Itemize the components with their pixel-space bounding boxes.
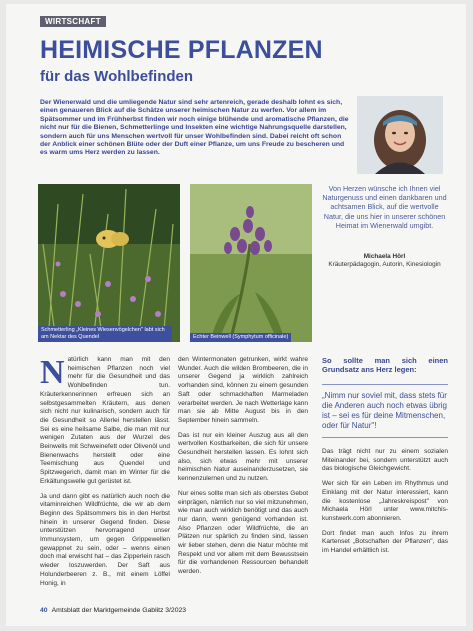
article-subtitle: für das Wohlbefinden — [40, 68, 194, 85]
footer-publication: Amtsblatt der Marktgemeinde Gablitz 3/2023 — [51, 607, 187, 614]
col2-paragraph-3: Nur eines sollte man sich als oberstes Gebot einprägen, nämlich nur so viel mitzunehmen, wie man auch wirklich benötigt und das auch nur dann, wenn genügend vorhanden ist. Also Pflanzen oder Wildfrüchte, die an Plätzen nur spärlich zu finden sind, lassen wir lieber stehen, denn die Natur möchte mit Respekt und vor allem mit dem Bewusstsein für die vorhandenen Ressourcen behandelt werden. — [178, 489, 308, 576]
author-quote: Von Herzen wünsche ich Ihnen viel Naturgenuss und einen dankbaren und achtsamen Blick, auf die wertvolle Natur, die uns hier in unserer schönen Heimat im Wienerwald umgibt. — [322, 184, 447, 230]
lead-paragraph: Der Wienerwald und die umliegende Natur sind sehr artenreich, gerade deshalb lohnt es sich, einen genaueren Blick auf die Schätze unserer heimischen Natur zu werfen. Vor allem im Spätsommer und im Frühherbst finden wir noch einige blühende und aromatische Pflanzen, die nicht nur für die Bienen, Schmetterlinge und Insekten eine wichtige Nahrungsquelle darstellen, sondern auch für uns Menschen wertvoll für unser Wohlbefinden sind. Dabei reicht oft schon der Anblick einer schönen Blüte oder der Duft einer Pflanze, um uns Freude zu bescheren und es warm ums Herz werden zu lassen. — [40, 99, 349, 157]
butterfly-photo — [38, 184, 180, 342]
pull-quote: „Nimm nur soviel mit, dass stets für die Anderen auch noch etwas übrig ist – sei es für deine Mitmenschen, oder für Natur"! — [322, 384, 448, 438]
col3-paragraph-2: Wer sich für ein Leben im Rhythmus und Einklang mit der Natur interessiert, kann die kostenlose „Jahreskreispost" von Michaela Hörl unter www.mitchis-kunstwerk.com abonnieren. — [322, 480, 448, 522]
column-2 — [178, 356, 308, 583]
col1-paragraph-2: Ja und dann gibt es natürlich auch noch die vitaminreichen Wildfrüchte, die wir ab dem Beginn des Spätsommers bis in den Herbst hinein in unserer Gegend finden. Diese unterstützen hervorragend unser Immunsystem, um gegen Grippewellen gewappnet zu sein, oder – wenns einen doch mal erwischt hat – das Zipperlein rasch wieder loszuwerden. Der Saft aus Holunderbeeren z. B., mit einem Löffel Honig, in — [40, 492, 170, 587]
photo-caption-butterfly: Schmetterling „Kleines Wiesenvögelchen" labt sich am Nektar des Quendel — [38, 326, 172, 342]
column-1 — [40, 356, 170, 594]
comfrey-photo — [190, 184, 312, 342]
author-credit — [322, 253, 447, 269]
drop-cap: N — [40, 354, 65, 391]
page-footer — [40, 607, 186, 614]
col3-paragraph-3: Dort findet man auch Infos zu ihrem Kartenset „Botschaften der Pflanzen", das im Handel erhältlich ist. — [322, 529, 448, 555]
page-number: 40 — [40, 607, 48, 614]
col3-paragraph-1: Das trägt nicht nur zu einem sozialen Miteinander bei, sondern unterstützt auch das biologische Gleichgewicht. — [322, 448, 448, 473]
col2-paragraph-1: den Wintermonaten getrunken, wirkt wahre Wunder. Auch die wilden Brombeeren, die in unserer Gegend ja wirklich zahlreich vorhanden sind, können zu einem gesunden Saft oder schmackhaften Marmeladen verarbeitet werden. Je nach Wetterlage kann man sie ab Mitte August bis in den September hinein sammeln. — [178, 356, 308, 424]
magazine-page — [6, 4, 466, 626]
col2-paragraph-2: Das ist nur ein kleiner Auszug aus all den wertvollen Kostbarkeiten, die sich für unsere Gesundheit herstellen lassen. Es lohnt sich also, sich etwas mehr mit unserer heimischen Natur auseinanderzusetzen, sie kennenzulernen und zu nutzen. — [178, 431, 308, 483]
col1-paragraph-1: atürlich kann man mit den heimischen Pflanzen noch viel mehr für die Gesundheit und das Wohlbefinden tun. Kräuterkennerinnen erfreuen sich an selbstgesammelten Kräutern, aus denen sich nicht nur kulinarisch, sondern auch für die Gesundheit so Allerlei herstellen lässt. Sei es eine heilsame Salbe, die man mit nur wenigen Zutaten aus der Wurzel des Beinwells mit Schweinefett oder Olivenöl und Bienenwachs herstellt oder eine Teemischung aus Quendel und Spitzwegerich, damit man im Winter für die Erkältungswelle gut gerüstet ist. — [40, 356, 170, 485]
section-tag: WIRTSCHAFT — [40, 16, 106, 27]
article-title: HEIMISCHE PFLANZEN — [40, 36, 323, 64]
column-3 — [322, 356, 448, 562]
col3-heading: So sollte man sich einen Grundsatz ans Herz legen: — [322, 356, 448, 374]
author-name: Michaela Hörl — [363, 253, 406, 260]
author-portrait — [357, 96, 443, 174]
photo-caption-comfrey: Echter Beinwell (Symphytum officinale) — [190, 333, 291, 342]
author-role: Kräuterpädagogin, Autorin, Kinesiologin — [328, 261, 441, 268]
